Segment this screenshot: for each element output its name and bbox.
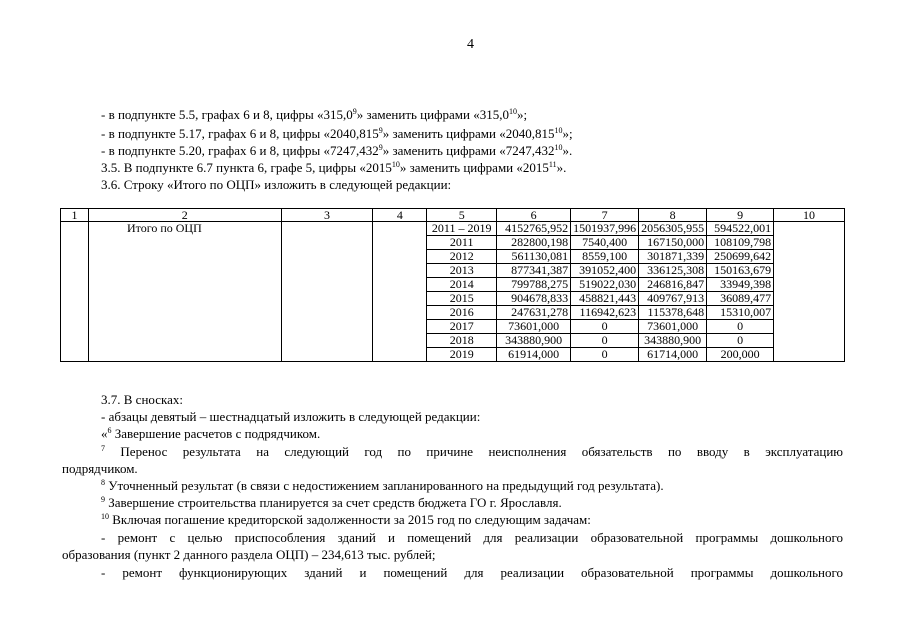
value-cell: 458821,443 (571, 292, 639, 306)
value-cell: 904678,833 (497, 292, 571, 306)
page-number: 4 (467, 37, 474, 52)
footnote-10: $^{10}$ Включая погашение кредиторской задолженности за 2015 год по следующим задачам: (101, 512, 591, 527)
header-cell: 8 (639, 209, 707, 222)
value-cell: 0 (707, 320, 774, 334)
footnote-6: «$^6$ Завершение расчетов с подрядчиком. (101, 426, 321, 441)
value-cell: 519022,030 (571, 278, 639, 292)
header-cell: 2 (88, 209, 281, 222)
notes-heading: 3.7. В сносках: (101, 392, 183, 407)
value-cell: 0 (571, 348, 639, 362)
value-cell: 799788,275 (497, 278, 571, 292)
value-cell: 301871,339 (639, 250, 707, 264)
value-cell: 594522,001 (707, 222, 774, 236)
value-cell: 1501937,996 (571, 222, 639, 236)
value-cell: 336125,308 (639, 264, 707, 278)
value-cell: 561130,081 (497, 250, 571, 264)
cell-empty (61, 222, 89, 362)
year-cell: 2015 (427, 292, 497, 306)
value-cell: 61714,000 (639, 348, 707, 362)
value-cell: 343880,900 (639, 334, 707, 348)
value-cell: 246816,847 (639, 278, 707, 292)
value-cell: 200,000 (707, 348, 774, 362)
header-cell: 3 (281, 209, 373, 222)
header-cell: 7 (571, 209, 639, 222)
value-cell: 73601,000 (497, 320, 571, 334)
value-cell: 73601,000 (639, 320, 707, 334)
year-cell: 2014 (427, 278, 497, 292)
footnote-7-line-2: подрядчиком. (62, 461, 138, 476)
year-cell: 2018 (427, 334, 497, 348)
header-cell: 4 (373, 209, 427, 222)
value-cell: 409767,913 (639, 292, 707, 306)
year-cell: 2016 (427, 306, 497, 320)
value-cell: 15310,007 (707, 306, 774, 320)
value-cell: 4152765,952 (497, 222, 571, 236)
footnote-8: $^8$ Уточненный результат (в связи с недостижением запланированного на предыдущий год результата). (101, 478, 664, 493)
value-cell: 877341,387 (497, 264, 571, 278)
year-cell: 2019 (427, 348, 497, 362)
year-cell: 2011 (427, 236, 497, 250)
intro-line-1: - в подпункте 5.5, графах 6 и 8, цифры «315,0$^9$» заменить цифрами «315,0$^{10}$»; (101, 107, 528, 122)
header-cell: 9 (707, 209, 774, 222)
header-cell: 1 (61, 209, 89, 222)
value-cell: 0 (707, 334, 774, 348)
intro-line-2: - в подпункте 5.17, графах 6 и 8, цифры «2040,815$^9$» заменить цифрами «2040,815$^{10}$»; (101, 126, 573, 141)
value-cell: 282800,198 (497, 236, 571, 250)
value-cell: 247631,278 (497, 306, 571, 320)
cell-empty (281, 222, 373, 362)
bullet-1-line-2: образования (пункт 2 данного раздела ОЦП) – 234,613 тыс. рублей; (62, 547, 436, 562)
footnote-9: $^9$ Завершение строительства планируется за счет средств бюджета ГО г. Ярославля. (101, 495, 562, 510)
value-cell: 343880,900 (497, 334, 571, 348)
row-label: Итого по ОЦП (88, 222, 281, 362)
value-cell: 0 (571, 334, 639, 348)
year-cell: 2012 (427, 250, 497, 264)
value-cell: 8559,100 (571, 250, 639, 264)
year-cell: 2013 (427, 264, 497, 278)
header-cell: 5 (427, 209, 497, 222)
year-cell: 2011 – 2019 (427, 222, 497, 236)
value-cell: 116942,623 (571, 306, 639, 320)
value-cell: 0 (571, 320, 639, 334)
bullet-2-line-1: - ремонт функционирующих зданий и помещений для реализации образовательной программы дошкольного (101, 565, 843, 580)
intro-line-5: 3.6. Строку «Итого по ОЦП» изложить в следующей редакции: (101, 177, 452, 192)
value-cell: 115378,648 (639, 306, 707, 320)
value-cell: 36089,477 (707, 292, 774, 306)
value-cell: 61914,000 (497, 348, 571, 362)
header-cell: 10 (774, 209, 845, 222)
cell-empty (373, 222, 427, 362)
table-row (61, 222, 845, 236)
header-cell: 6 (497, 209, 571, 222)
intro-line-4: 3.5. В подпункте 6.7 пункта 6, графе 5, цифры «2015$^{10}$» заменить цифрами «2015$^{11}$». (101, 160, 567, 175)
value-cell: 150163,679 (707, 264, 774, 278)
notes-intro: - абзацы девятый – шестнадцатый изложить в следующей редакции: (101, 409, 481, 424)
year-cell: 2017 (427, 320, 497, 334)
table-header-row (61, 209, 845, 222)
value-cell: 33949,398 (707, 278, 774, 292)
value-cell: 108109,798 (707, 236, 774, 250)
bullet-1-line-1: - ремонт с целью приспособления зданий и помещений для реализации образовательной программы дошкольного (101, 530, 843, 545)
value-cell: 7540,400 (571, 236, 639, 250)
intro-line-3: - в подпункте 5.20, графах 6 и 8, цифры «7247,432$^9$» заменить цифрами «7247,432$^{10}$». (101, 143, 573, 158)
cell-empty (774, 222, 845, 362)
value-cell: 2056305,955 (639, 222, 707, 236)
value-cell: 167150,000 (639, 236, 707, 250)
footnote-7-line-1: $^7$ Перенос результата на следующий год по причине неисполнения обязательств по вводу в эксплуатацию (101, 444, 843, 459)
value-cell: 250699,642 (707, 250, 774, 264)
budget-table (60, 208, 845, 362)
value-cell: 391052,400 (571, 264, 639, 278)
